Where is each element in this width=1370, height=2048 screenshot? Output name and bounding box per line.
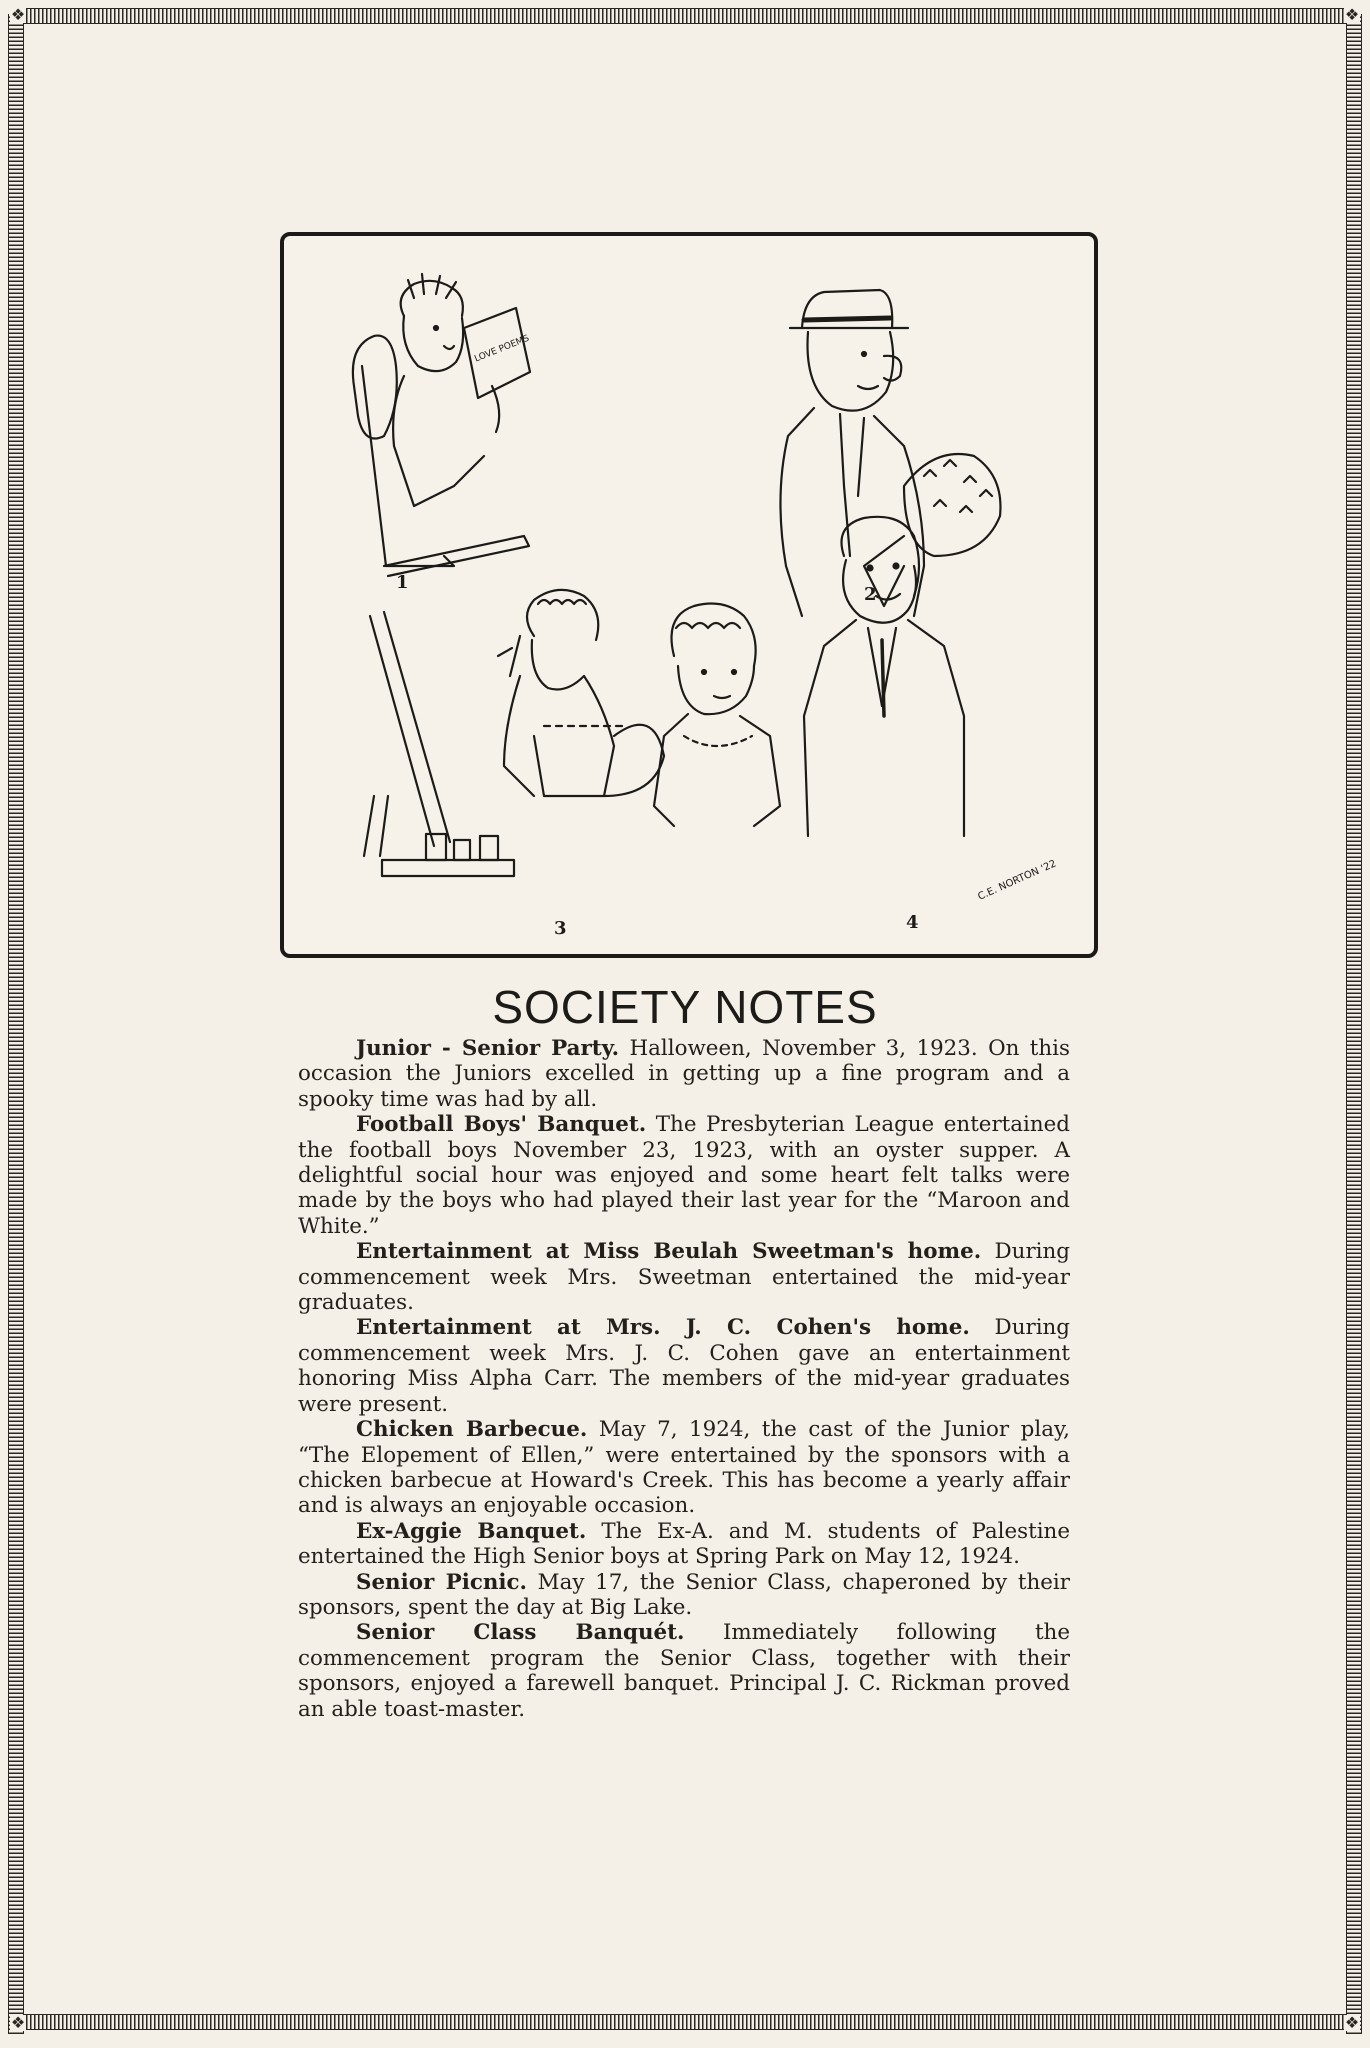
decorative-border-bottom [14, 2014, 1356, 2030]
note-paragraph [298, 1112, 1070, 1239]
note-text: During commencement week Mrs. Sweetman entertained the mid-year graduates. [298, 1239, 1070, 1316]
panel-number: 2 [864, 584, 877, 605]
note-text: May 17, the Senior Class, chaperoned by their sponsors, spent the day at Big Lake. [298, 1569, 1070, 1620]
corner-ornament-icon: ❖ [1344, 2013, 1360, 2032]
panel-3-mirror-drawing [364, 590, 664, 876]
panel-number: 1 [396, 572, 409, 593]
note-heading: Senior Class Banquét. [356, 1620, 685, 1646]
artist-signature: C.E. NORTON '22 [976, 858, 1059, 903]
cartoon-drawing [284, 236, 1094, 954]
note-heading: Senior Picnic. [356, 1569, 527, 1595]
corner-ornament-icon: ❖ [10, 2013, 26, 2032]
note-text: The Ex-A. and M. students of Palestine entertained the High Senior boys at Spring Park on May 12, 1924. [298, 1518, 1070, 1570]
note-text: During commencement week Mrs. J. C. Cohen gave an entertainment honoring Miss Alpha Carr. The members of the mid-year graduates were present. [298, 1315, 1071, 1417]
panel-4-couple-drawing [654, 517, 964, 836]
note-heading: Ex-Aggie Banquet. [356, 1518, 587, 1544]
note-paragraph [298, 1315, 1070, 1417]
note-paragraph [298, 1519, 1070, 1570]
note-heading: Entertainment at Miss Beulah Sweetman's home. [356, 1239, 982, 1265]
page-title: SOCIETY NOTES [492, 981, 878, 1033]
panel-number: 3 [554, 918, 567, 939]
note-paragraph [298, 1620, 1070, 1722]
note-heading: Entertainment at Mrs. J. C. Cohen's home. [356, 1315, 970, 1341]
note-heading: Football Boys' Banquet. [356, 1112, 647, 1138]
panel-2-suitor-drawing [780, 290, 1000, 616]
note-text: The Presbyterian League entertained the football boys November 23, 1923, with an oyster supper. A delightful social hour was enjoyed and some heart felt talks were made by the boys who had played their last year for the “Maroon and White.” [298, 1112, 1071, 1239]
note-heading: Chicken Barbecue. [356, 1417, 588, 1443]
note-paragraph [298, 1570, 1070, 1621]
note-heading: Junior - Senior Party. [356, 1036, 620, 1061]
note-text: Immediately following the commencement program the Senior Class, together with their sponsors, enjoyed a farewell banquet. Principal J. C. Rickman proved an able toast-master. [298, 1620, 1070, 1722]
decorative-border-top [14, 8, 1356, 24]
note-paragraph [298, 1036, 1070, 1112]
note-paragraph [298, 1417, 1070, 1519]
note-text: Halloween, November 3, 1923. On this occasion the Juniors excelled in getting up a fine program and a spooky time was had by all. [298, 1036, 1070, 1112]
panel-number: 4 [906, 912, 919, 933]
society-notes [298, 1036, 1070, 1722]
panel-1-reader-drawing [353, 274, 530, 576]
note-paragraph [298, 1239, 1070, 1315]
book-title: LOVE POEMS [473, 333, 531, 365]
note-text: May 7, 1924, the cast of the Junior play, “The Elopement of Ellen,” were entertained by the sponsors with a chicken barbecue at Howard's Creek. This has become a yearly affair and is always an enjoyable occasion. [298, 1417, 1070, 1519]
corner-ornament-icon: ❖ [1344, 5, 1360, 24]
cartoon-illustration [280, 232, 1098, 958]
corner-ornament-icon: ❖ [10, 5, 26, 24]
